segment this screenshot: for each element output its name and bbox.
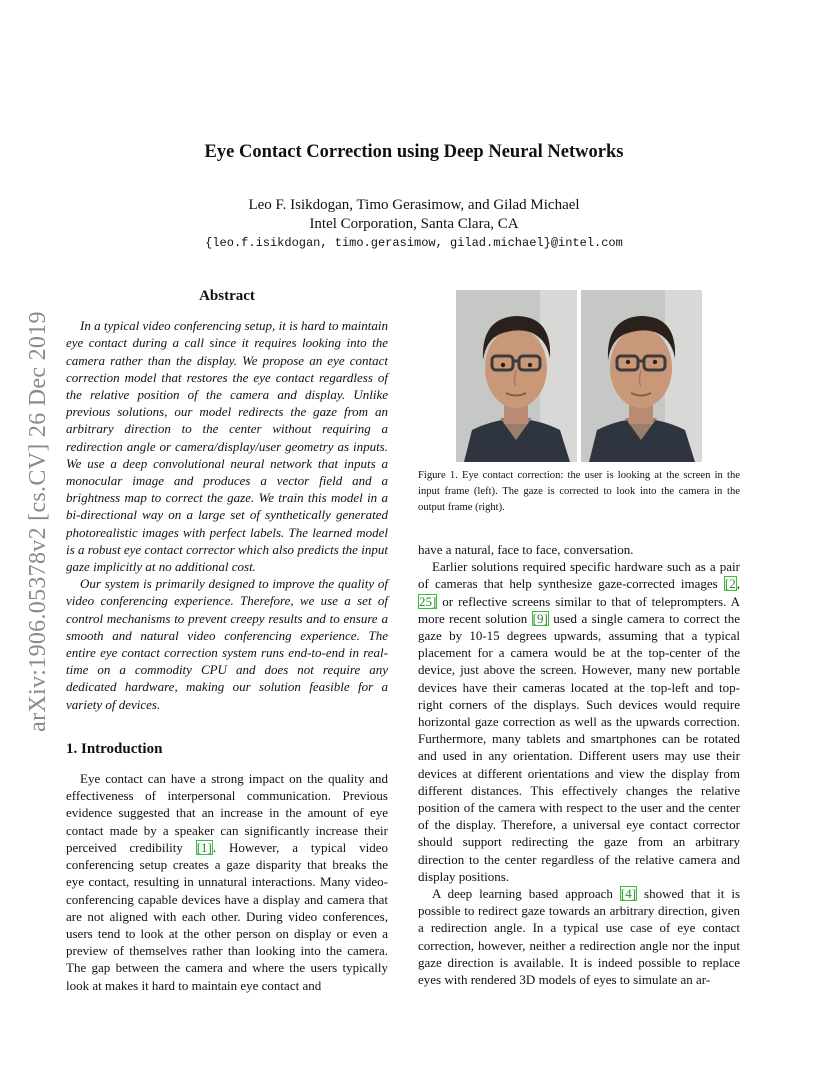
intro-p1-text-a: Eye contact can have a strong impact on the quality and effectiveness of interpersonal communication. Previous evidence suggested that an increase in the amount of eye contact made by a speaker can significantly increase their perceived credibility xyxy=(66,771,388,855)
left-column xyxy=(66,288,388,994)
abstract-paragraph-1: In a typical video conferencing setup, it is hard to maintain eye contact during a call since it requires looking into the camera rather than the display. We propose an eye contact correction model that restores the eye contact regardless of the relative position of the camera and display. Unlike previous solutions, our model redirects the gaze from an arbitrary direction to the center without requiring a redirection angle or camera/display/user geometry as inputs. We use a deep convolutional neural network that inputs a monocular image and produces a vector field and a brightness map to correct the gaze. We train this model in a bi-directional way on a large set of synthetically generated photorealistic images with perfect labels. The learned model is a robust eye contact corrector which also predicts the input gaze implicitly at no additional cost. xyxy=(66,318,388,575)
intro-p3-text-a: A deep learning based approach xyxy=(432,886,620,902)
citation-link-2[interactable]: [2 xyxy=(724,576,736,592)
author-emails: {leo.f.isikdogan, timo.gerasimow, gilad.michael}@intel.com xyxy=(205,236,623,250)
intro-p2-text-b: or reflective screens similar to that of teleprompters. A more recent solution xyxy=(418,593,740,626)
introduction-heading: 1. Introduction xyxy=(66,740,163,757)
input-portrait-illustration xyxy=(456,290,577,462)
figure-1 xyxy=(418,290,740,516)
author-block xyxy=(80,196,748,234)
output-frame-photo xyxy=(581,290,702,462)
figure-images xyxy=(418,290,740,462)
intro-paragraph-3 xyxy=(418,885,740,988)
citation-link-1[interactable]: [1] xyxy=(196,839,212,855)
abstract-paragraph-2: Our system is primarily designed to improve the quality of video conferencing experience. Therefore, we use a set of control mechanisms to prevent creepy results and to ensure a smooth and natural video conferencing experience. The entire eye contact correction system runs end-to-end in real-time on a commodity CPU and does not require any dedicated hardware, making our solution feasible for a variety of devices. xyxy=(66,576,388,712)
arxiv-stamp xyxy=(8,286,68,756)
intro-p2-text-c: used a single camera to correct the gaze by 10-15 degrees upwards, assuming that a typical placement for a camera would be at the top-center of the device, just above the screen. However, many new portable devices have their cameras located at the top-left and top-right corners of the displays. Such devices would require horizontal gaze correction as well as the upwards correction. Furthermore, many tablets and smartphones can be rotated and used in any orientation. Different users may use their devices at different orientations and view the display from different distances. This effectively changes the relative position of the camera with respect to the user and the center of the display. Therefore, a universal eye contact corrector should support redirecting the gaze from an arbitrary direction to the center regardless of the relative camera and display positions. xyxy=(418,610,740,884)
input-frame-photo xyxy=(456,290,577,462)
citation-link-4[interactable]: [4] xyxy=(620,886,637,902)
intro-paragraph-1-continued: have a natural, face to face, conversation. xyxy=(418,542,634,557)
citation-link-25[interactable]: 25] xyxy=(419,593,437,609)
intro-p2-separator: , xyxy=(736,576,740,592)
author-affiliation: Intel Corporation, Santa Clara, CA xyxy=(309,216,519,232)
intro-p3-text-b: showed that it is possible to redirect gaze towards an arbitrary direction, given a redirection angle. In a typical use case of eye contact correction, however, neither a redirection angle nor the input gaze direction is available. It is indeed possible to replace eyes with rendered 3D models of eyes to simulate an ar- xyxy=(418,886,741,988)
intro-paragraph-1 xyxy=(66,770,388,994)
paper-title: Eye Contact Correction using Deep Neural Networks xyxy=(204,142,624,162)
intro-paragraph-2 xyxy=(418,558,740,885)
author-names: Leo F. Isikdogan, Timo Gerasimow, and Gilad Michael xyxy=(248,197,580,213)
citation-link-9[interactable]: [9] xyxy=(532,610,548,626)
figure-1-caption: Figure 1. Eye contact correction: the user is looking at the screen in the input frame (left). The gaze is corrected to look into the camera in the output frame (right). xyxy=(418,470,740,513)
abstract-heading: Abstract xyxy=(199,288,255,304)
output-portrait-illustration xyxy=(581,290,702,462)
right-column xyxy=(418,541,740,988)
arxiv-stamp-text: arXiv:1906.05378v2 [cs.CV] 26 Dec 2019 xyxy=(24,310,51,732)
intro-p2-text-a: Earlier solutions required specific hardware such as a pair of cameras that help synthesize gaze-corrected images xyxy=(418,559,740,592)
intro-p1-text-b: . However, a typical video conferencing setup creates a gaze disparity that breaks the eye contact, resulting in unnatural interactions. Many video-conferencing capable devices have a display and camera that are not aligned with each other. During video conferences, users tend to look at the other person on display or even a preview of themselves rather than looking into the camera. The gap between the camera and where the users typically look at makes it hard to maintain eye contact and xyxy=(66,839,389,993)
abstract-section xyxy=(66,288,388,713)
